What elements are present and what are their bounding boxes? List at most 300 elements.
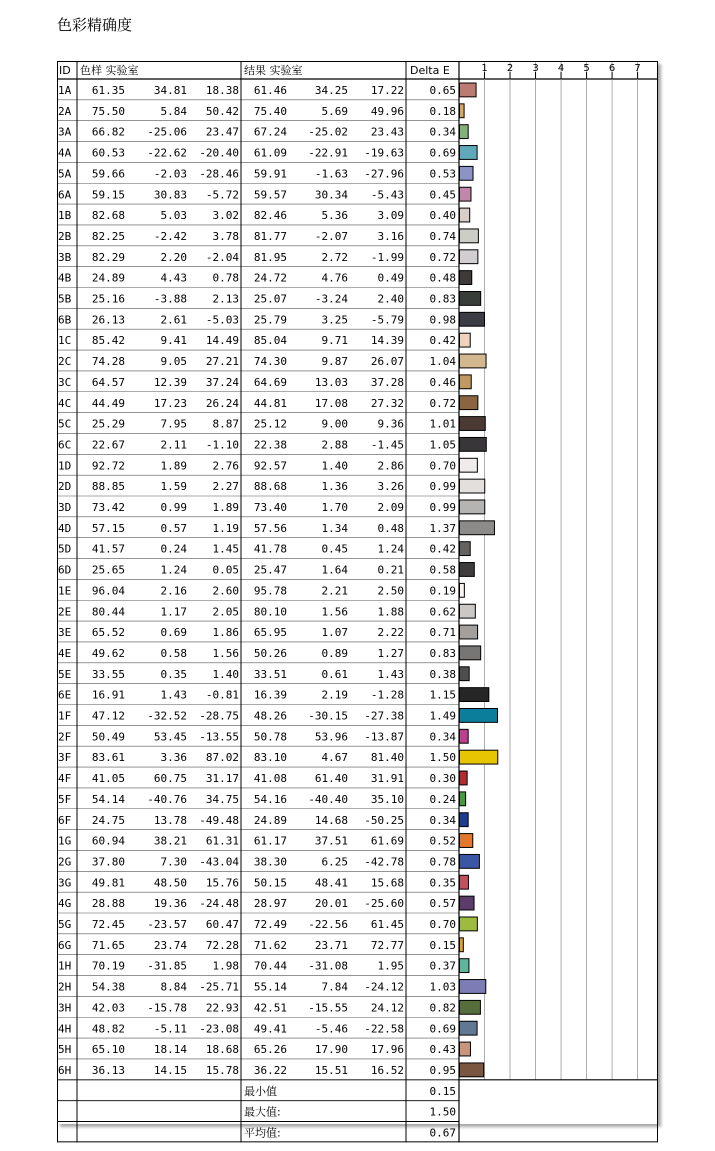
cell-id: 6B xyxy=(58,313,72,327)
cell-id: 2C xyxy=(58,355,72,369)
cell-measured-lab: 59.91 xyxy=(253,167,287,181)
delta-e-bar xyxy=(460,854,480,868)
cell-measured-lab: 36.22 xyxy=(253,1063,287,1077)
cell-reference-lab: 2.05 xyxy=(212,605,239,619)
cell-measured-lab: 20.01 xyxy=(314,897,348,911)
delta-e-bar xyxy=(460,458,478,472)
cell-reference-lab: 2.61 xyxy=(160,313,187,327)
cell-reference-lab: -40.76 xyxy=(147,792,187,806)
cell-measured-lab: 35.10 xyxy=(370,792,404,806)
cell-measured-lab: 3.26 xyxy=(377,480,404,494)
cell-measured-lab: 1.34 xyxy=(321,521,348,535)
cell-reference-lab: 27.21 xyxy=(205,355,239,369)
cell-reference-lab: 65.10 xyxy=(91,1043,125,1057)
cell-delta-e: 0.69 xyxy=(429,1022,456,1036)
cell-reference-lab: 19.36 xyxy=(153,897,187,911)
cell-reference-lab: 60.53 xyxy=(91,146,125,160)
delta-e-bar xyxy=(460,125,469,139)
cell-reference-lab: -1.10 xyxy=(205,438,239,452)
cell-reference-lab: 48.50 xyxy=(153,876,187,890)
cell-measured-lab: 24.89 xyxy=(253,813,287,827)
cell-id: 1F xyxy=(58,709,72,723)
delta-e-bar xyxy=(460,938,464,952)
cell-measured-lab: 1.43 xyxy=(377,667,404,681)
tick-label: 6 xyxy=(608,63,616,74)
cell-reference-lab: 1.89 xyxy=(160,459,187,473)
summary-label: 最大值: xyxy=(244,1105,281,1119)
cell-delta-e: 0.95 xyxy=(429,1063,456,1077)
cell-measured-lab: 61.40 xyxy=(314,772,348,786)
cell-measured-lab: 55.14 xyxy=(253,980,287,994)
cell-measured-lab: 2.72 xyxy=(321,250,348,264)
cell-measured-lab: 9.00 xyxy=(321,417,348,431)
cell-reference-lab: 12.39 xyxy=(153,375,187,389)
cell-id: 5F xyxy=(58,792,72,806)
cell-reference-lab: 74.28 xyxy=(91,355,125,369)
cell-measured-lab: 6.25 xyxy=(321,855,348,869)
cell-reference-lab: 0.69 xyxy=(160,626,187,640)
cell-reference-lab: 13.78 xyxy=(153,813,187,827)
cell-delta-e: 0.18 xyxy=(429,104,456,118)
cell-id: 6H xyxy=(58,1063,72,1077)
cell-delta-e: 1.03 xyxy=(429,980,456,994)
cell-reference-lab: 1.59 xyxy=(160,480,187,494)
cell-reference-lab: 15.76 xyxy=(205,876,239,890)
cell-reference-lab: 60.75 xyxy=(153,772,187,786)
cell-measured-lab: 48.26 xyxy=(253,709,287,723)
cell-reference-lab: 1.40 xyxy=(212,667,239,681)
cell-measured-lab: 26.07 xyxy=(370,355,404,369)
cell-reference-lab: 25.29 xyxy=(91,417,125,431)
delta-e-bar xyxy=(460,688,489,702)
cell-delta-e: 0.72 xyxy=(429,396,456,410)
cell-measured-lab: 74.30 xyxy=(253,355,287,369)
tick-label: 3 xyxy=(532,63,539,74)
cell-reference-lab: 41.57 xyxy=(91,542,125,556)
cell-measured-lab: 1.36 xyxy=(321,480,348,494)
cell-reference-lab: 3.36 xyxy=(160,751,187,765)
delta-e-bar xyxy=(460,604,476,618)
cell-measured-lab: 64.69 xyxy=(253,375,287,389)
cell-id: 6E xyxy=(58,688,72,702)
cell-reference-lab: 14.49 xyxy=(205,334,239,348)
cell-reference-lab: -23.08 xyxy=(199,1022,239,1036)
cell-measured-lab: 67.24 xyxy=(253,125,287,139)
cell-reference-lab: 73.42 xyxy=(91,501,125,515)
cell-reference-lab: -20.40 xyxy=(199,146,239,160)
cell-reference-lab: 1.86 xyxy=(212,626,239,640)
cell-measured-lab: 14.39 xyxy=(370,334,404,348)
cell-reference-lab: 2.20 xyxy=(160,250,187,264)
cell-reference-lab: -43.04 xyxy=(199,855,239,869)
cell-measured-lab: -30.15 xyxy=(308,709,348,723)
cell-measured-lab: 83.10 xyxy=(253,751,287,765)
cell-delta-e: 0.42 xyxy=(429,334,456,348)
cell-reference-lab: -2.03 xyxy=(153,167,187,181)
delta-e-bar xyxy=(460,980,486,994)
cell-reference-lab: 2.76 xyxy=(212,459,239,473)
cell-reference-lab: 8.87 xyxy=(212,417,239,431)
cell-measured-lab: -3.24 xyxy=(314,292,348,306)
cell-measured-lab: -40.40 xyxy=(308,792,348,806)
cell-delta-e: 0.46 xyxy=(429,375,456,389)
cell-delta-e: 0.52 xyxy=(429,834,456,848)
cell-id: 5D xyxy=(58,542,72,556)
cell-reference-lab: -25.71 xyxy=(199,980,239,994)
cell-reference-lab: -24.48 xyxy=(199,897,239,911)
cell-reference-lab: 83.61 xyxy=(91,751,125,765)
cell-measured-lab: 15.68 xyxy=(370,876,404,890)
cell-reference-lab: 82.29 xyxy=(91,250,125,264)
delta-e-bar xyxy=(460,1063,484,1077)
cell-measured-lab: -1.28 xyxy=(370,688,404,702)
cell-reference-lab: -2.42 xyxy=(153,229,187,243)
cell-reference-lab: 5.03 xyxy=(160,209,187,223)
cell-measured-lab: 25.12 xyxy=(253,417,287,431)
cell-measured-lab: -24.12 xyxy=(364,980,404,994)
cell-measured-lab: 81.77 xyxy=(253,229,287,243)
cell-measured-lab: 7.84 xyxy=(321,980,348,994)
cell-id: 4D xyxy=(58,521,72,535)
cell-id: 6C xyxy=(58,438,72,452)
cell-delta-e: 0.42 xyxy=(429,542,456,556)
delta-e-bar xyxy=(460,959,469,973)
cell-delta-e: 0.83 xyxy=(429,292,456,306)
cell-reference-lab: 38.21 xyxy=(153,834,187,848)
cell-id: 5H xyxy=(58,1043,72,1057)
delta-e-bar xyxy=(460,1000,481,1014)
cell-measured-lab: 15.51 xyxy=(314,1063,348,1077)
cell-measured-lab: 24.72 xyxy=(253,271,287,285)
cell-reference-lab: -5.11 xyxy=(153,1022,187,1036)
cell-measured-lab: 50.26 xyxy=(253,646,287,660)
cell-reference-lab: 34.75 xyxy=(205,792,239,806)
summary-value: 0.67 xyxy=(429,1126,456,1140)
cell-reference-lab: 92.72 xyxy=(91,459,125,473)
delta-e-bar xyxy=(460,396,478,410)
cell-id: 4G xyxy=(58,897,72,911)
cell-measured-lab: -25.02 xyxy=(308,125,348,139)
cell-measured-lab: 85.04 xyxy=(253,334,287,348)
delta-e-bar xyxy=(460,146,478,160)
cell-measured-lab: 88.68 xyxy=(253,480,287,494)
cell-reference-lab: 8.84 xyxy=(160,980,187,994)
tick-label: 4 xyxy=(557,63,565,74)
cell-delta-e: 0.24 xyxy=(429,792,456,806)
cell-reference-lab: 2.11 xyxy=(160,438,187,452)
delta-e-bar xyxy=(460,292,481,306)
cell-measured-lab: 33.51 xyxy=(253,667,287,681)
cell-reference-lab: 60.94 xyxy=(91,834,125,848)
cell-id: 3H xyxy=(58,1001,72,1015)
tick-label: 5 xyxy=(583,63,590,74)
header-measured: 结果 实验室 xyxy=(244,64,303,77)
cell-reference-lab: 82.25 xyxy=(91,229,125,243)
cell-delta-e: 1.15 xyxy=(429,688,456,702)
cell-delta-e: 0.53 xyxy=(429,167,456,181)
delta-e-bar xyxy=(460,333,471,347)
cell-reference-lab: 18.68 xyxy=(205,1043,239,1057)
cell-reference-lab: 5.84 xyxy=(160,104,187,118)
cell-measured-lab: 25.79 xyxy=(253,313,287,327)
delta-e-bar xyxy=(460,750,498,764)
delta-e-bar xyxy=(460,771,468,785)
cell-reference-lab: 7.30 xyxy=(160,855,187,869)
delta-e-bar xyxy=(460,187,471,201)
cell-measured-lab: 1.24 xyxy=(377,542,404,556)
cell-measured-lab: 16.39 xyxy=(253,688,287,702)
cell-reference-lab: 0.99 xyxy=(160,501,187,515)
cell-measured-lab: -19.63 xyxy=(364,146,404,160)
cell-id: 4F xyxy=(58,772,72,786)
delta-e-bar xyxy=(460,375,472,389)
cell-id: 2B xyxy=(58,229,72,243)
cell-measured-lab: -5.79 xyxy=(370,313,404,327)
cell-reference-lab: 82.68 xyxy=(91,209,125,223)
cell-measured-lab: 23.43 xyxy=(370,125,404,139)
cell-id: 3C xyxy=(58,375,72,389)
delta-e-bar xyxy=(460,417,486,431)
cell-delta-e: 0.72 xyxy=(429,250,456,264)
cell-delta-e: 0.34 xyxy=(429,125,456,139)
delta-e-bar xyxy=(460,729,469,743)
cell-delta-e: 0.37 xyxy=(429,959,456,973)
cell-measured-lab: 38.30 xyxy=(253,855,287,869)
cell-delta-e: 0.34 xyxy=(429,730,456,744)
cell-id: 2H xyxy=(58,980,72,994)
delta-e-bar xyxy=(460,813,469,827)
cell-measured-lab: 9.71 xyxy=(321,334,348,348)
delta-e-bar xyxy=(460,500,485,514)
cell-reference-lab: 1.45 xyxy=(212,542,239,556)
cell-delta-e: 0.38 xyxy=(429,667,456,681)
cell-id: 6F xyxy=(58,813,72,827)
cell-measured-lab: 24.12 xyxy=(370,1001,404,1015)
cell-reference-lab: 1.43 xyxy=(160,688,187,702)
cell-reference-lab: -31.85 xyxy=(147,959,187,973)
cell-delta-e: 1.01 xyxy=(429,417,456,431)
cell-reference-lab: -28.46 xyxy=(199,167,239,181)
cell-reference-lab: -2.04 xyxy=(205,250,239,264)
cell-reference-lab: 87.02 xyxy=(205,751,239,765)
cell-measured-lab: 0.61 xyxy=(321,667,348,681)
table-frame xyxy=(58,62,658,1142)
summary-value: 0.15 xyxy=(429,1084,456,1098)
cell-id: 6A xyxy=(58,188,72,202)
cell-reference-lab: 54.14 xyxy=(91,792,125,806)
cell-measured-lab: 25.07 xyxy=(253,292,287,306)
cell-reference-lab: 24.89 xyxy=(91,271,125,285)
cell-delta-e: 0.65 xyxy=(429,84,456,98)
cell-delta-e: 0.69 xyxy=(429,146,456,160)
cell-measured-lab: 49.96 xyxy=(370,104,404,118)
cell-delta-e: 0.48 xyxy=(429,271,456,285)
cell-measured-lab: 2.50 xyxy=(377,584,404,598)
cell-id: 2G xyxy=(58,855,72,869)
cell-id: 1A xyxy=(58,84,72,98)
cell-measured-lab: -27.38 xyxy=(364,709,404,723)
delta-e-bar xyxy=(460,896,475,910)
cell-measured-lab: 1.27 xyxy=(377,646,404,660)
cell-measured-lab: 82.46 xyxy=(253,209,287,223)
cell-id: 4E xyxy=(58,646,72,660)
cell-delta-e: 0.98 xyxy=(429,313,456,327)
cell-delta-e: 0.58 xyxy=(429,563,456,577)
cell-delta-e: 0.30 xyxy=(429,772,456,786)
delta-e-bar xyxy=(460,542,471,556)
cell-reference-lab: -3.88 xyxy=(153,292,187,306)
cell-reference-lab: 72.28 xyxy=(205,938,239,952)
cell-measured-lab: 5.69 xyxy=(321,104,348,118)
cell-id: 1E xyxy=(58,584,72,598)
cell-reference-lab: 36.13 xyxy=(91,1063,125,1077)
cell-reference-lab: 23.74 xyxy=(153,938,187,952)
cell-reference-lab: 60.47 xyxy=(205,918,239,932)
cell-measured-lab: 95.78 xyxy=(253,584,287,598)
cell-id: 3F xyxy=(58,751,72,765)
cell-delta-e: 0.43 xyxy=(429,1043,456,1057)
cell-id: 5G xyxy=(58,918,72,932)
cell-measured-lab: 0.48 xyxy=(377,521,404,535)
cell-measured-lab: -22.56 xyxy=(308,918,348,932)
cell-delta-e: 0.99 xyxy=(429,501,456,515)
cell-measured-lab: -1.45 xyxy=(370,438,404,452)
cell-measured-lab: 3.09 xyxy=(377,209,404,223)
cell-reference-lab: -5.03 xyxy=(205,313,239,327)
delta-e-bar xyxy=(460,1042,471,1056)
cell-reference-lab: 88.85 xyxy=(91,480,125,494)
page-title: 色彩精确度 xyxy=(57,16,133,34)
cell-reference-lab: 42.03 xyxy=(91,1001,125,1015)
cell-measured-lab: 17.96 xyxy=(370,1043,404,1057)
cell-measured-lab: 61.69 xyxy=(370,834,404,848)
delta-e-bar xyxy=(460,875,469,889)
cell-reference-lab: 17.23 xyxy=(153,396,187,410)
cell-reference-lab: 66.82 xyxy=(91,125,125,139)
cell-measured-lab: 1.07 xyxy=(321,626,348,640)
cell-measured-lab: 23.71 xyxy=(314,938,348,952)
cell-delta-e: 0.57 xyxy=(429,897,456,911)
delta-e-bar xyxy=(460,479,485,493)
cell-measured-lab: 57.56 xyxy=(253,521,287,535)
summary-label: 最小值 xyxy=(244,1084,277,1098)
cell-measured-lab: 1.40 xyxy=(321,459,348,473)
cell-measured-lab: 22.38 xyxy=(253,438,287,452)
delta-e-bar xyxy=(460,312,485,326)
cell-measured-lab: -1.63 xyxy=(314,167,348,181)
cell-delta-e: 0.70 xyxy=(429,459,456,473)
cell-measured-lab: 37.51 xyxy=(314,834,348,848)
cell-reference-lab: -49.48 xyxy=(199,813,239,827)
cell-reference-lab: 1.19 xyxy=(212,521,239,535)
cell-reference-lab: 70.19 xyxy=(91,959,125,973)
cell-measured-lab: 48.41 xyxy=(314,876,348,890)
cell-reference-lab: 30.83 xyxy=(153,188,187,202)
tick-label: 7 xyxy=(634,63,641,74)
cell-delta-e: 0.15 xyxy=(429,938,456,952)
cell-reference-lab: 14.15 xyxy=(153,1063,187,1077)
summary-value: 1.50 xyxy=(429,1105,456,1119)
cell-measured-lab: 59.57 xyxy=(253,188,287,202)
cell-id: 2F xyxy=(58,730,72,744)
cell-delta-e: 0.40 xyxy=(429,209,456,223)
cell-measured-lab: 54.16 xyxy=(253,792,287,806)
cell-measured-lab: 14.68 xyxy=(314,813,348,827)
cell-delta-e: 0.70 xyxy=(429,918,456,932)
cell-measured-lab: 81.95 xyxy=(253,250,287,264)
cell-reference-lab: 96.04 xyxy=(91,584,125,598)
cell-measured-lab: 28.97 xyxy=(253,897,287,911)
cell-reference-lab: 0.05 xyxy=(212,563,239,577)
cell-reference-lab: -25.06 xyxy=(147,125,187,139)
cell-delta-e: 0.82 xyxy=(429,1001,456,1015)
cell-reference-lab: 0.58 xyxy=(160,646,187,660)
delta-e-bar xyxy=(460,917,478,931)
cell-id: 2E xyxy=(58,605,72,619)
cell-reference-lab: 50.42 xyxy=(205,104,239,118)
cell-measured-lab: 5.36 xyxy=(321,209,348,223)
cell-delta-e: 1.50 xyxy=(429,751,456,765)
cell-measured-lab: 17.90 xyxy=(314,1043,348,1057)
cell-measured-lab: 0.21 xyxy=(377,563,404,577)
cell-measured-lab: -1.99 xyxy=(370,250,404,264)
cell-id: 3B xyxy=(58,250,72,264)
cell-delta-e: 0.35 xyxy=(429,876,456,890)
cell-reference-lab: 49.81 xyxy=(91,876,125,890)
cell-reference-lab: 7.95 xyxy=(160,417,187,431)
cell-reference-lab: 41.05 xyxy=(91,772,125,786)
cell-reference-lab: 71.65 xyxy=(91,938,125,952)
cell-reference-lab: 2.27 xyxy=(212,480,239,494)
cell-measured-lab: 2.09 xyxy=(377,501,404,515)
cell-measured-lab: 3.16 xyxy=(377,229,404,243)
cell-measured-lab: 65.26 xyxy=(253,1043,287,1057)
cell-id: 3D xyxy=(58,501,72,515)
cell-reference-lab: 18.38 xyxy=(205,84,239,98)
cell-measured-lab: 1.56 xyxy=(321,605,348,619)
cell-reference-lab: 47.12 xyxy=(91,709,125,723)
cell-measured-lab: 71.62 xyxy=(253,938,287,952)
cell-reference-lab: 61.35 xyxy=(91,84,125,98)
delta-e-bar xyxy=(460,250,478,264)
cell-measured-lab: 75.40 xyxy=(253,104,287,118)
cell-reference-lab: 9.41 xyxy=(160,334,187,348)
cell-measured-lab: 9.36 xyxy=(377,417,404,431)
cell-reference-lab: 37.80 xyxy=(91,855,125,869)
cell-reference-lab: 3.78 xyxy=(212,229,239,243)
cell-measured-lab: 61.09 xyxy=(253,146,287,160)
cell-id: 4H xyxy=(58,1022,72,1036)
cell-measured-lab: 50.78 xyxy=(253,730,287,744)
cell-measured-lab: -5.46 xyxy=(314,1022,348,1036)
cell-reference-lab: 33.55 xyxy=(91,667,125,681)
cell-reference-lab: -22.62 xyxy=(147,146,187,160)
cell-id: 5E xyxy=(58,667,72,681)
cell-measured-lab: 65.95 xyxy=(253,626,287,640)
cell-measured-lab: 17.08 xyxy=(314,396,348,410)
cell-id: 3A xyxy=(58,125,72,139)
delta-e-bar xyxy=(460,208,470,222)
cell-reference-lab: 28.88 xyxy=(91,897,125,911)
cell-measured-lab: -27.96 xyxy=(364,167,404,181)
cell-measured-lab: 37.28 xyxy=(370,375,404,389)
cell-measured-lab: 0.45 xyxy=(321,542,348,556)
cell-measured-lab: 2.21 xyxy=(321,584,348,598)
delta-e-bar xyxy=(460,166,474,180)
cell-delta-e: 0.74 xyxy=(429,229,456,243)
cell-measured-lab: -31.08 xyxy=(308,959,348,973)
cell-id: 2D xyxy=(58,480,72,494)
